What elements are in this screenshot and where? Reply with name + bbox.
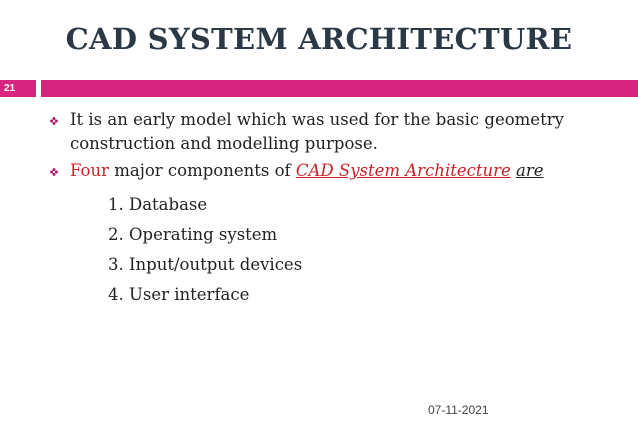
bullet-item (50, 108, 610, 156)
bullet-list (50, 108, 610, 183)
highlight-text: Four (70, 161, 109, 180)
list-item: 4. User interface (108, 285, 250, 304)
bullet-text: It is an early model which was used for the basic geometry construction and modelling purpose. (70, 110, 564, 153)
list-item: 1. Database (108, 195, 208, 214)
cad-architecture-link[interactable]: CAD System Architecture (295, 161, 511, 180)
slide-number: 21 (0, 80, 36, 97)
emphasis-text: are (516, 161, 544, 180)
header-accent-bar (41, 80, 638, 97)
list-item: 2. Operating system (108, 225, 278, 244)
bullet-item (50, 159, 610, 183)
slide-date: 07-11-2021 (428, 403, 489, 417)
bullet-text: major components of (109, 161, 296, 180)
diamond-bullet-icon (50, 168, 58, 176)
list-item: 3. Input/output devices (108, 255, 303, 274)
component-list (108, 190, 302, 310)
slide-title: CAD SYSTEM ARCHITECTURE (65, 22, 573, 56)
diamond-bullet-icon (50, 117, 58, 125)
